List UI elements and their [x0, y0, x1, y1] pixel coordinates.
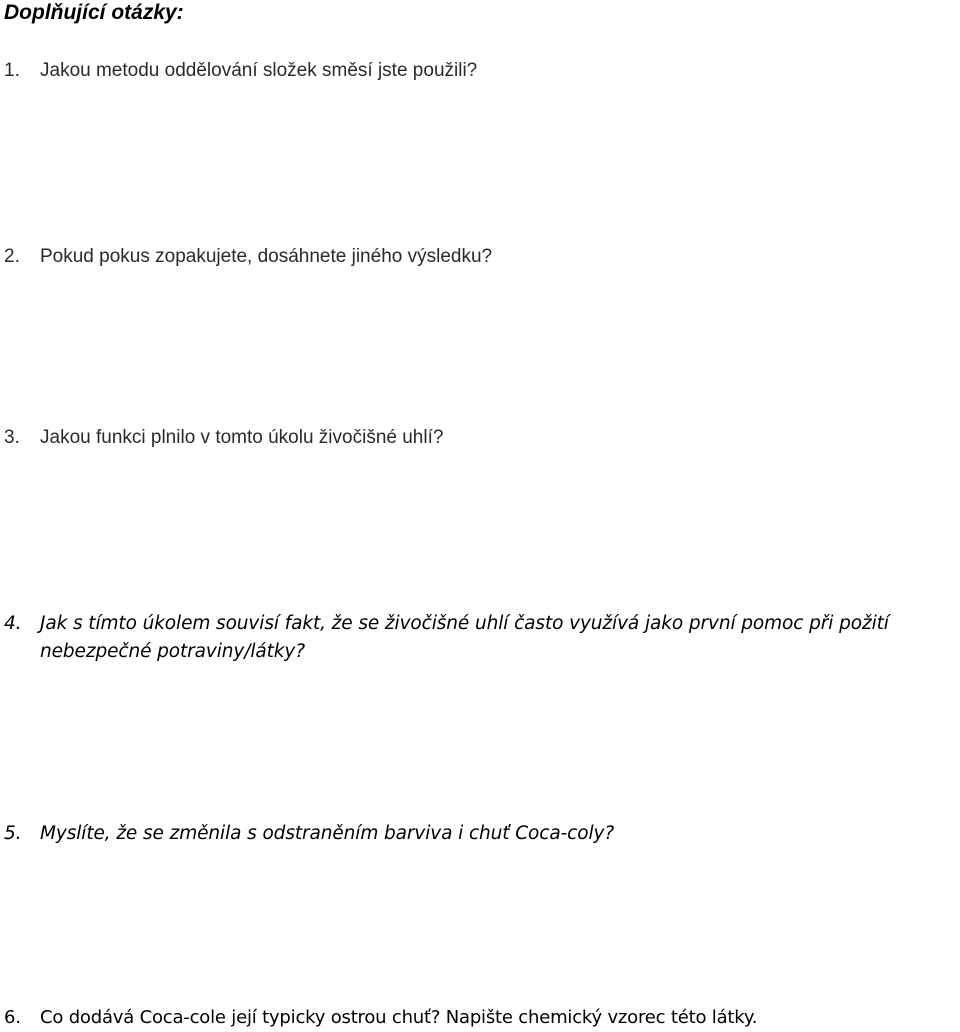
question-text: Jak s tímto úkolem souvisí fakt, že se živočišné uhlí často využívá jako první pomoc při požití nebezpečné potraviny/látky? — [40, 613, 889, 662]
question-number: 1. — [4, 60, 20, 81]
question-number: 2. — [4, 246, 20, 267]
question-1 — [4, 57, 956, 85]
question-number: 3. — [4, 427, 20, 448]
question-2 — [4, 243, 956, 271]
question-4 — [4, 610, 956, 666]
question-6 — [4, 1004, 956, 1032]
question-3 — [4, 424, 956, 452]
question-text: Jakou funkci plnilo v tomto úkolu živočišné uhlí? — [40, 427, 444, 448]
worksheet-heading: Doplňující otázky: — [4, 1, 184, 24]
question-number: 4. — [4, 613, 22, 634]
question-text: Jakou metodu oddělování složek směsí jste použili? — [40, 60, 478, 81]
question-text: Pokud pokus zopakujete, dosáhnete jiného výsledku? — [40, 246, 493, 267]
question-number: 6. — [4, 1007, 21, 1028]
question-text: Co dodává Coca-cole její typicky ostrou chuť? Napište chemický vzorec této látky. — [40, 1007, 758, 1028]
question-number: 5. — [4, 823, 22, 844]
question-text: Myslíte, že se změnila s odstraněním barviva i chuť Coca-coly? — [40, 823, 615, 844]
question-5 — [4, 820, 956, 848]
